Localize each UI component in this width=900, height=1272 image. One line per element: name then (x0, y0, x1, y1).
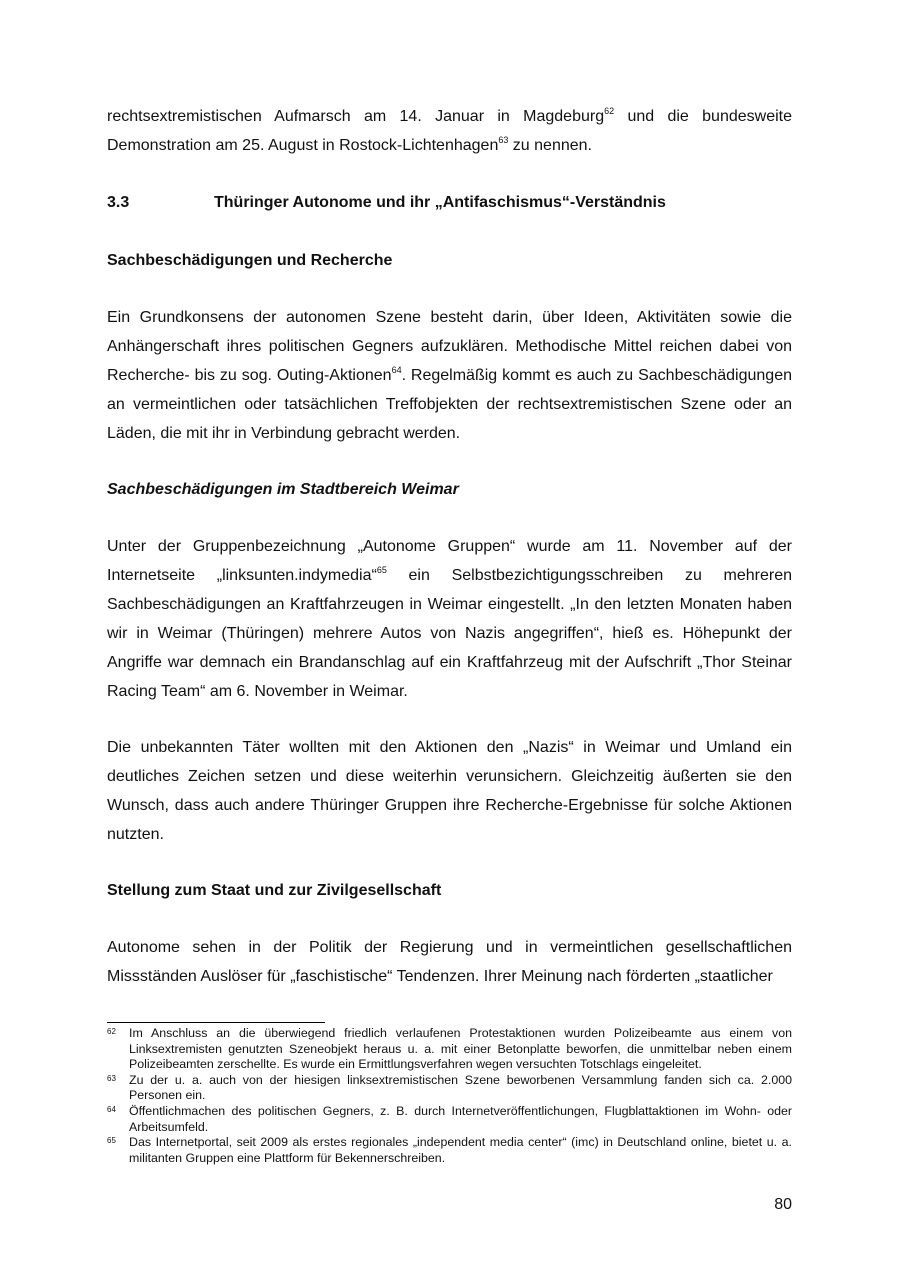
intro-paragraph (107, 102, 792, 160)
footnote-mark: 63 (107, 1073, 116, 1083)
footnote-ref-63[interactable]: 63 (498, 135, 509, 145)
paragraph-text: . Regelmäßig kommt es auch zu Sachbeschädigungen an vermeintlichen oder tatsächlichen Treffobjekten der rechtsextremistischen Szene oder an Läden, die mit ihr in Verbindung gebracht werden. (107, 367, 793, 442)
paragraph-grundkonsens (107, 303, 792, 448)
intro-text-1: rechtsextremistischen Aufmarsch am 14. Januar in Magdeburg (107, 108, 605, 125)
footnote-text: Zu der u. a. auch von der hiesigen linksextremistischen Szene beworbenen Versammlung fanden sich ca. 2.000 Personen ein. (129, 1072, 792, 1103)
footnote-62 (107, 1026, 792, 1073)
footnote-ref-65[interactable]: 65 (376, 565, 387, 575)
intro-text-3: zu nennen. (508, 137, 592, 154)
subheading-sachbeschaedigungen: Sachbeschädigungen und Recherche (107, 252, 393, 269)
section-number: 3.3 (107, 194, 130, 211)
footnote-mark: 65 (107, 1136, 116, 1146)
footnote-63 (107, 1073, 792, 1104)
paragraph-text: ein Selbstbezichtigungsschreiben zu mehreren Sachbeschädigungen an Kraftfahrzeugen in Weimar eingestellt. „In den letzten Monaten haben wir in Weimar (Thüringen) mehrere Autos von Nazis angegriffen“, hieß es. Höhepunkt der Angriffe war demnach ein Brandanschlag auf ein Kraftfahrzeug mit der Aufschrift „Thor Steinar Racing Team“ am 6. November in Weimar. (107, 567, 793, 700)
paragraph-text: Unter der Gruppenbezeichnung „Autonome Gruppen“ wurde am 11. November auf der Internetseite „linksunten.indymedia“ (107, 538, 792, 584)
paragraph-text: Ein Grundkonsens der autonomen Szene besteht darin, über Ideen, Aktivitäten sowie die Anhängerschaft ihres politischen Gegners aufzuklären. Methodische Mittel reichen dabei von Recherche- bis zu sog. Outing-Aktionen (107, 309, 792, 384)
footnote-mark: 62 (107, 1027, 116, 1036)
footnote-text: Im Anschluss an die überwiegend friedlich verlaufenen Protestaktionen wurden Polizeibeamte aus einem von Linksextremisten genutzten Szeneobjekt heraus u. a. mit einer Betonplatte beworfen, die unmittelbar neben einem Polizeibeamten zerschellte. Es wurde ein Ermittlungsverfahren wegen versuchten Totschlags eingeleitet. (129, 1026, 792, 1072)
section-title: Thüringer Autonome und ihr „Antifaschismus“-Verständnis (214, 194, 666, 211)
footnote-text: Öffentlichmachen des politischen Gegners, z. B. durch Internetveröffentlichungen, Flugblattaktionen im Wohn- oder Arbeitsumfeld. (129, 1103, 792, 1134)
page-number: 80 (774, 1196, 792, 1213)
section-heading (107, 193, 666, 213)
footnote-text: Das Internetportal, seit 2009 als erstes regionales „independent media center“ (imc) in Deutschland online, bietet u. a. militanten Gruppen eine Plattform für Bekennerschreiben. (129, 1135, 792, 1165)
footnote-ref-64[interactable]: 64 (391, 365, 402, 375)
footnote-65 (107, 1135, 792, 1166)
footnote-mark: 64 (107, 1104, 116, 1114)
footnote-separator (107, 1022, 325, 1023)
footnotes (107, 1026, 792, 1166)
footnote-64 (107, 1104, 792, 1135)
subheading-weimar: Sachbeschädigungen im Stadtbereich Weimar (107, 481, 459, 498)
paragraph-autonome-gruppen (107, 532, 792, 706)
paragraph-unbekannte-taeter: Die unbekannten Täter wollten mit den Aktionen den „Nazis“ in Weimar und Umland ein deutliches Zeichen setzen und diese weiterhin verunsichern. Gleichzeitig äußerten sie den Wunsch, dass auch andere Thüringer Gruppen ihre Recherche-Ergebnisse für solche Aktionen nutzten. (107, 739, 792, 843)
subheading-stellung: Stellung zum Staat und zur Zivilgesellschaft (107, 882, 442, 899)
intro-text-2: und die bundesweite Demonstration am 25. August in Rostock-Lichtenhagen (107, 108, 792, 154)
paragraph-autonome-politik: Autonome sehen in der Politik der Regierung und in vermeintlichen gesellschaftlichen Missständen Auslöser für „faschistische“ Tendenzen. Ihrer Meinung nach förderten „staatlicher (107, 939, 792, 985)
footnote-ref-62[interactable]: 62 (604, 106, 615, 116)
